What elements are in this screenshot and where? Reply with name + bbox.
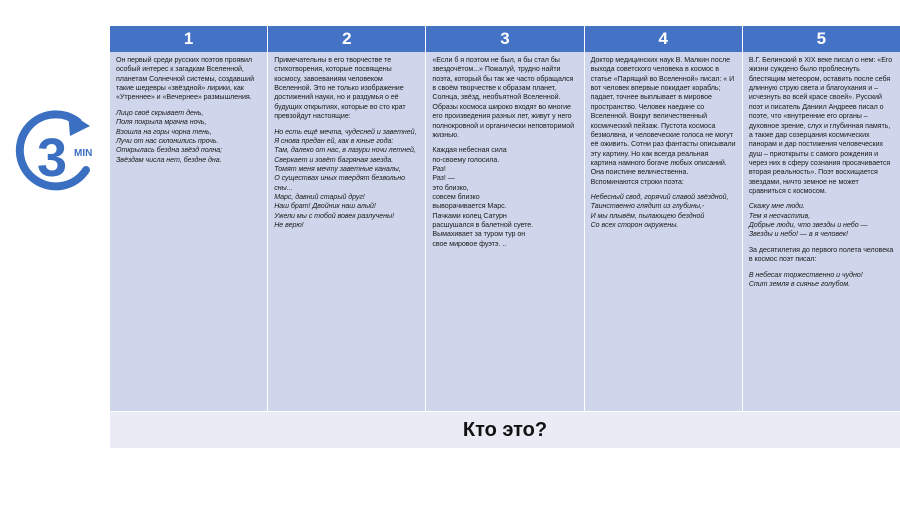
clue-text-2: За десятилетия до первого полета человека в космос поэт писал: — [748, 245, 894, 264]
column-cell-3 — [426, 52, 584, 411]
question-footer: Кто это? — [110, 411, 900, 448]
timer-unit: MIN — [74, 148, 93, 159]
clue-text: Доктор медицинских наук В. Малкин после выхода советского человека в космос в статье «Парящий во Вселенной» писал: « И вот человек впервые покидает корабль; падает, точнее выплывает в мировое пространство. Человек наедине со Вселенной. Вокруг величественный космический пейзаж. Пустота космоса безмолвна, и человеческие голоса не могут её оживить. Сотни раз фантасты описывали эту картину. Но как всегда реальная картина намного богаче любых описаний. Она поистине величественна. Вспоминаются строки поэта: — [590, 56, 736, 186]
clue-text: Он первый среди русских поэтов проявил особый интерес к загадкам Вселенной, планетам Солнечной системы, создавший такие шедевры «звёздной» лирики, как «Утреннее» и «Вечернее» размышления. — [116, 56, 254, 102]
timer-arrow-icon — [8, 104, 104, 200]
clue-poem-2: В небесах торжественно и чудно! Спит земля в сиянье голубом. — [748, 270, 863, 288]
column-cell-2 — [268, 52, 426, 411]
column-number-3: 3 — [426, 26, 584, 52]
column-cell-1 — [110, 52, 268, 411]
column-number-2: 2 — [268, 26, 426, 52]
clue-poem: Лицо своё скрывает день, Поля покрыла мрачна ночь, Взошла на горы чорна тень, Лучи от нас склонились прочь. Открылась бездна звёзд полна; Звёздам числа нет, бездне дна. — [116, 108, 223, 164]
column-cell-5 — [743, 52, 900, 411]
clue-text: Примечательны в его творчестве те стихотворения, которые посвящены космосу, завоеваниям человеком Вселенной. Это не только изображение достижений науки, но и раздумья о её будущих открытиях, которые во сто крат превзойдут настоящие: — [274, 56, 406, 121]
column-number-5: 5 — [743, 26, 900, 52]
timer-icon — [8, 104, 104, 200]
column-number-4: 4 — [585, 26, 743, 52]
column-number-1: 1 — [110, 26, 268, 52]
column-cell-4 — [585, 52, 743, 411]
clue-verse: Каждая небесная сила по-своему голосила. Раз! Раз! — это близко, совсем близко выворачивается Марс. Пачками колец Сатурн расшушался в балетной суете. Вымахивает за туром тур он свое мировое фуэтэ. .. — [432, 146, 534, 248]
quiz-table — [110, 26, 900, 448]
clue-text: «Если б я поэтом не был, я бы стал бы звездочётом...» Пожалуй, трудно найти поэта, который бы так же часто обращался в своём творчестве к образам планет, Солнца, звёзд, необъятной Вселенной. Образы космоса широко входят во многие его произведения разных лет, живут у него полнокровной и органически неповторимой жизнью. — [432, 56, 575, 139]
clue-text: В.Г. Белинский в XIX веке писал о нем: «Его жизни суждено было проблеснуть блестящим метеором, оставить после себя длинную струю света и благоухания и – исчезнуть во всей красе своей». Русский поэт и писатель Даниил Андреев писал о поэте, что «внутренние его органы – духовное зрение, слух и глубинная память, а также дар созерцания космических панорам и дар постижения человеческих душ – приоткрыты с самого рождения и через них в сферу сознания просачивается вторая реальность». Поэт восхищается звездами, ничто земное не может сравниться с космосом. — [748, 56, 893, 196]
clue-poem: Но есть ещё мечта, чудесней и заветней, Я снова предан ей, как в юные года: Там, далеко от нас, в лазури ночи летней, Сверкает и зовёт багряная звезда. Томят меня мечту заветные каналы, О существах иных твердят безвольно сны... Марс, давний старый друг! Наш брат! Двойник наш алый! Ужели мы с тобой вовек разлучены! Не верю! — [274, 127, 417, 230]
table-body — [110, 52, 900, 411]
table-header — [110, 26, 900, 52]
clue-poem: Небесный свод, горячий славой звёздной, Таинственно глядит из глубины,- И мы плывём, пылающею бездной Со всех сторон окружены. — [590, 193, 729, 230]
clue-poem: Скажу мне люди. Тем я несчастлив, Добрые люди, что звезды и небо — Звезды и небо! — а я человек! — [748, 202, 868, 239]
timer-number: 3 — [37, 128, 68, 188]
